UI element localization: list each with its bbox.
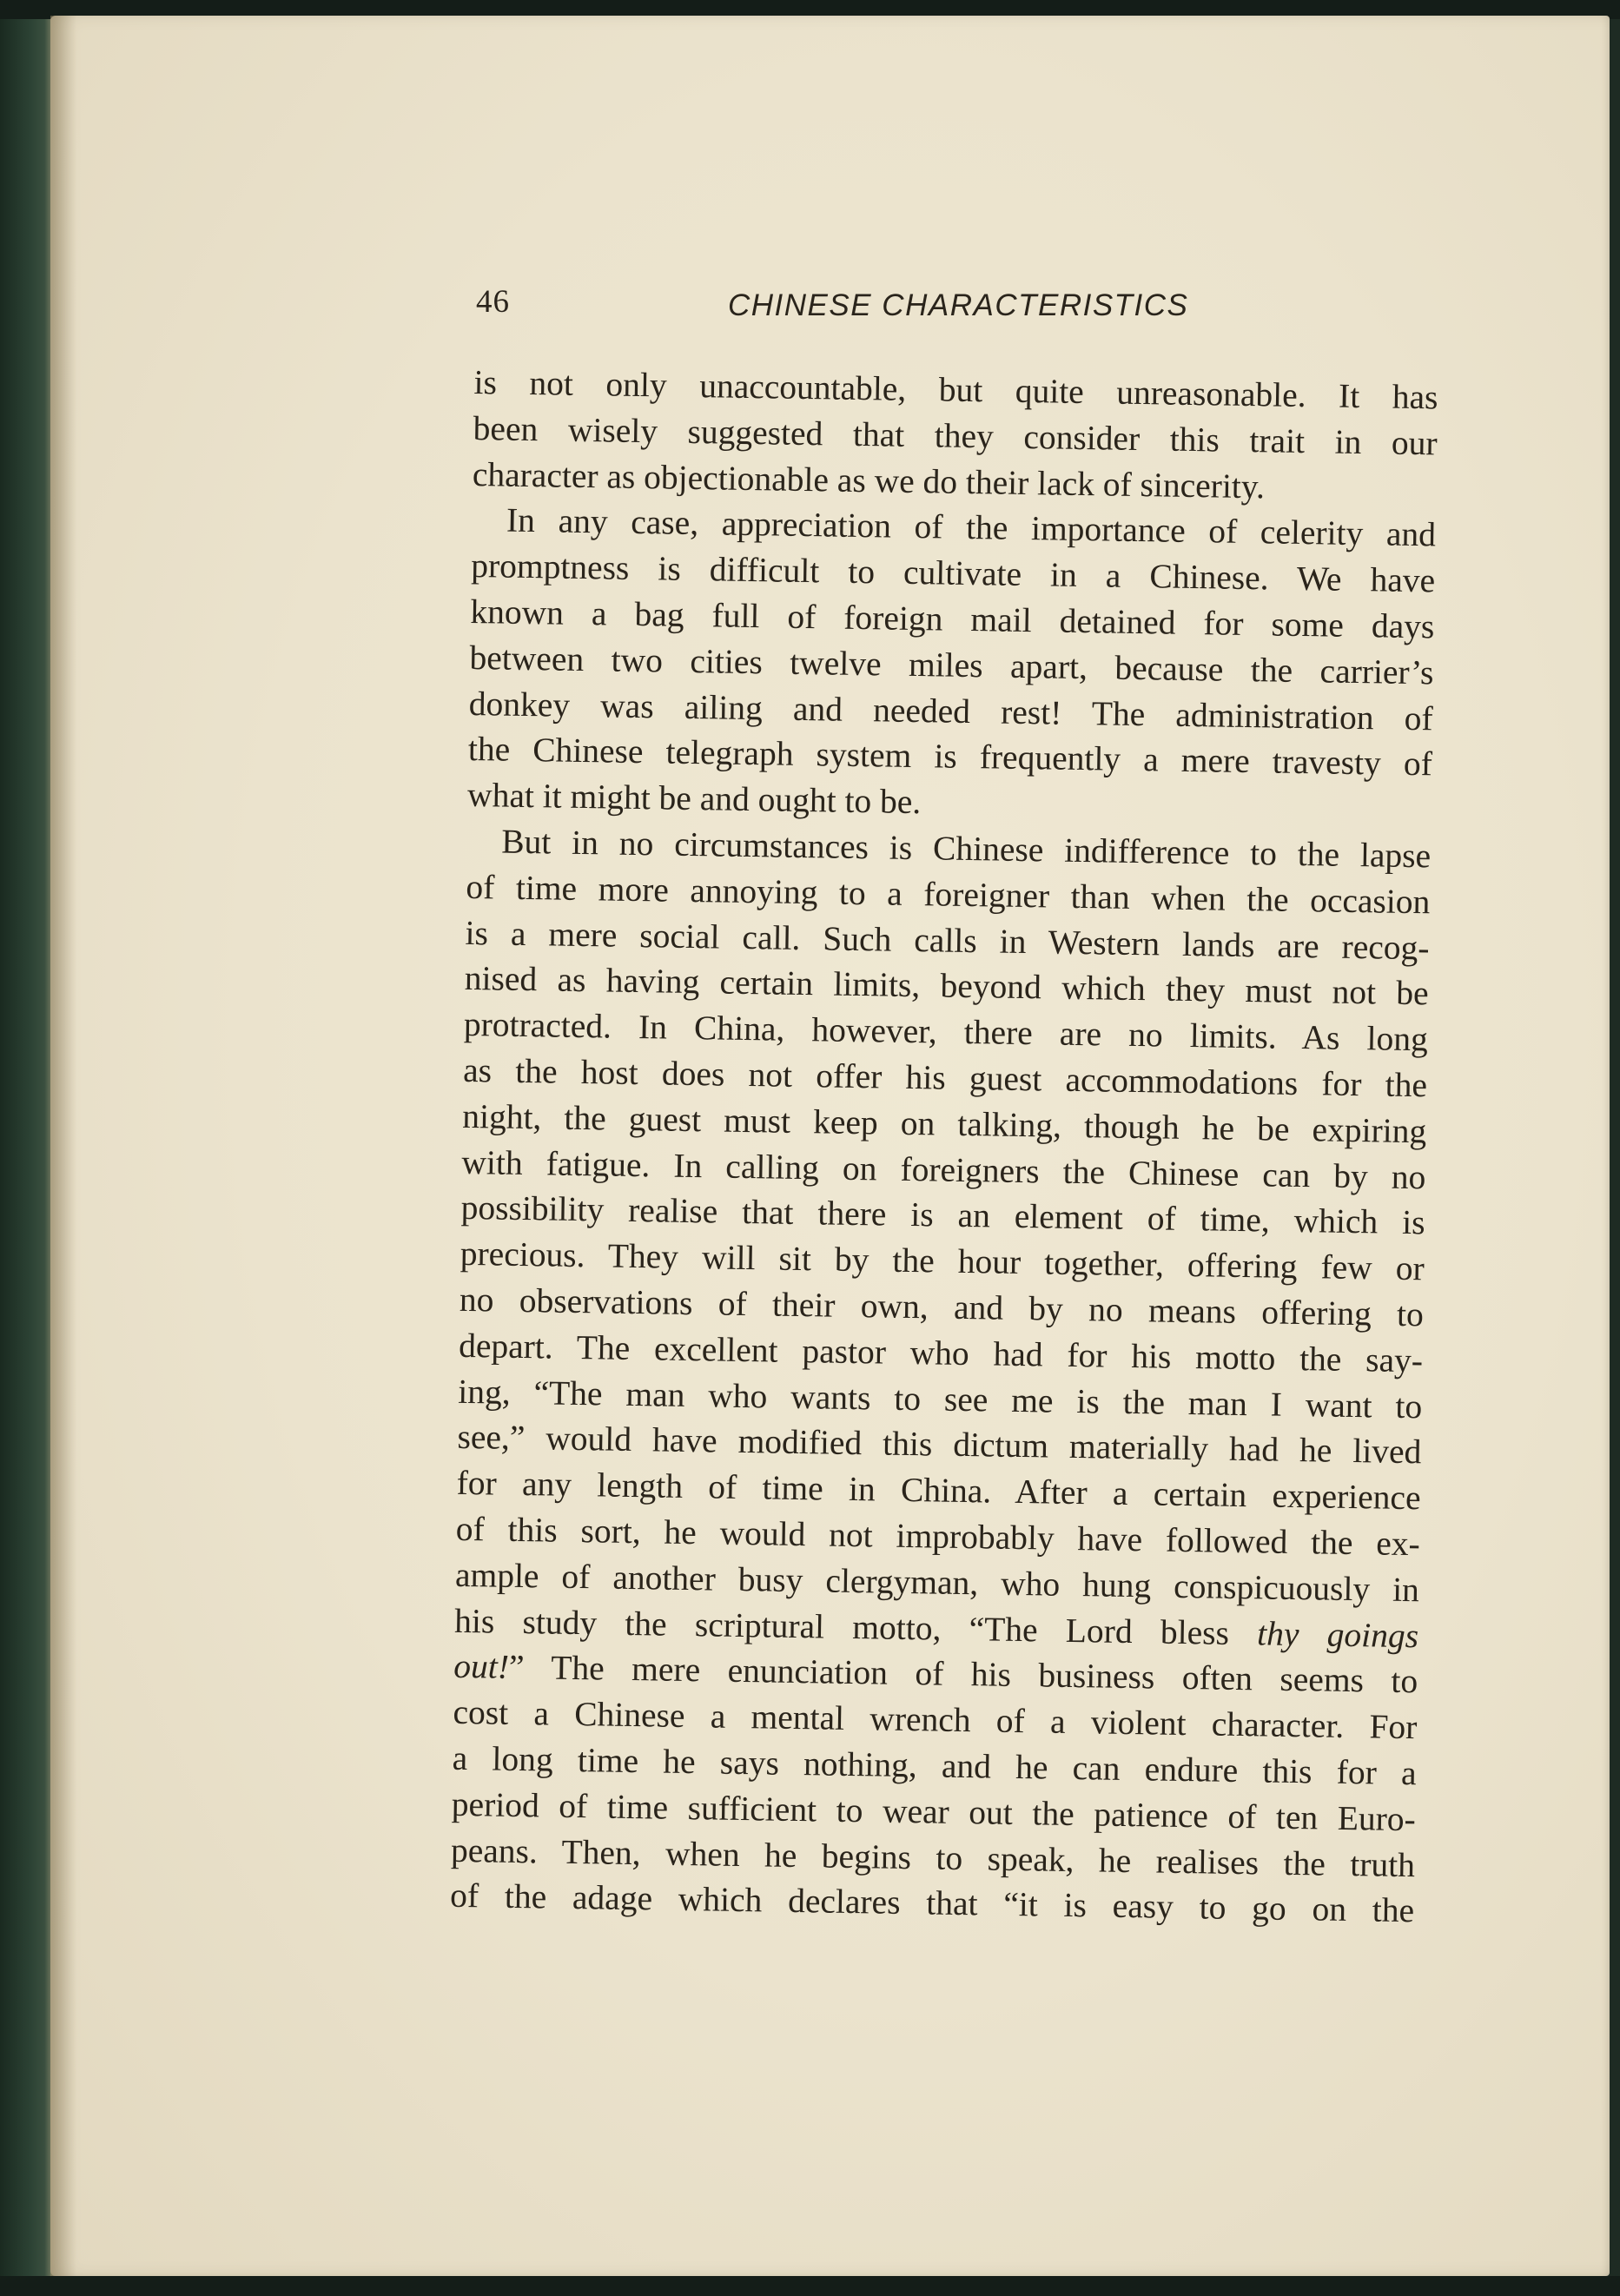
book-cover-edge: [0, 0, 56, 2296]
text-line: no observations of their own, and by no means offering to: [459, 1280, 1425, 1334]
body-text: [450, 360, 1438, 1934]
text-line: nised as having certain limits, beyond which they must not be: [464, 959, 1430, 1013]
text-line: been wisely suggested that they consider this trait in our: [473, 408, 1438, 463]
text-line: for any length of time in China. After a certain experience: [456, 1463, 1421, 1518]
text-line: the Chinese telegraph system is frequently a mere travesty of: [467, 730, 1433, 784]
text-line: what it might be and ought to be.: [466, 776, 922, 822]
text-line: is a mere social call. Such calls in Western lands are recog-: [465, 913, 1430, 967]
running-head: CHINESE CHARACTERISTICS: [728, 288, 1189, 322]
text-line: ing, “The man who wants to see me is the man I want to: [458, 1372, 1423, 1426]
italic-text: out!: [453, 1647, 510, 1687]
text-line: ample of another busy clergyman, who hung conspicuously in: [454, 1555, 1420, 1609]
page-gutter-shadow: [50, 16, 76, 2276]
text-fragment: his study the scriptural motto, “The Lord bless: [453, 1601, 1258, 1652]
text-line: with fatigue. In calling on foreigners the Chinese can by no: [461, 1142, 1426, 1196]
text-line: peans. Then, when he begins to speak, he realises the truth: [450, 1830, 1416, 1884]
text-line: possibility realise that there is an element of time, which is: [460, 1188, 1425, 1242]
bottom-shadow: [0, 2276, 1620, 2296]
text-line: as the host does not offer his guest accommodations for the: [462, 1050, 1428, 1105]
text-line: But in no circumstances is Chinese indifference to the lapse: [500, 822, 1432, 876]
text-line: promptness is difficult to cultivate in a Chinese. We have: [470, 546, 1436, 600]
text-fragment: ” The mere enunciation of his business often seems to: [508, 1648, 1418, 1701]
text-line: cost a Chinese a mental wrench of a violent character. For: [453, 1692, 1418, 1747]
text-line: period of time sufficient to wear out the patience of ten Euro-: [451, 1784, 1417, 1838]
text-line: protracted. In China, however, there are no limits. As long: [463, 1005, 1429, 1059]
text-line: In any case, appreciation of the importance of celerity and: [506, 500, 1437, 554]
text-line: depart. The excellent pastor who had for his motto the say-: [458, 1326, 1424, 1380]
text-line: of the adage which declares that “it is easy to go on the: [449, 1876, 1415, 1930]
text-line: a long time he says nothing, and he can endure this for a: [452, 1738, 1417, 1793]
text-line: night, the guest must keep on talking, though he be expiring: [461, 1096, 1427, 1151]
italic-text: thy goings: [1256, 1613, 1419, 1655]
text-line: known a bag full of foreign mail detained for some days: [470, 592, 1435, 646]
text-line: precious. They will sit by the hour together, offering few or: [460, 1234, 1425, 1288]
text-line: character as objectionable as we do their lack of sincerity.: [472, 454, 1266, 506]
page-header: [476, 276, 1432, 337]
page-number: 46: [476, 284, 510, 320]
text-line: of time more annoying to a foreigner than when the occasion: [466, 867, 1431, 922]
text-line: between two cities twelve miles apart, because the carrier’s: [469, 638, 1434, 692]
text-line: see,” would have modified this dictum materially had he lived: [457, 1418, 1422, 1472]
text-line: is not only unaccountable, but quite unreasonable. It has: [473, 362, 1438, 417]
text-line: of this sort, he would not improbably have followed the ex-: [455, 1509, 1421, 1564]
text-line: donkey was ailing and needed rest! The administration of: [468, 684, 1433, 738]
